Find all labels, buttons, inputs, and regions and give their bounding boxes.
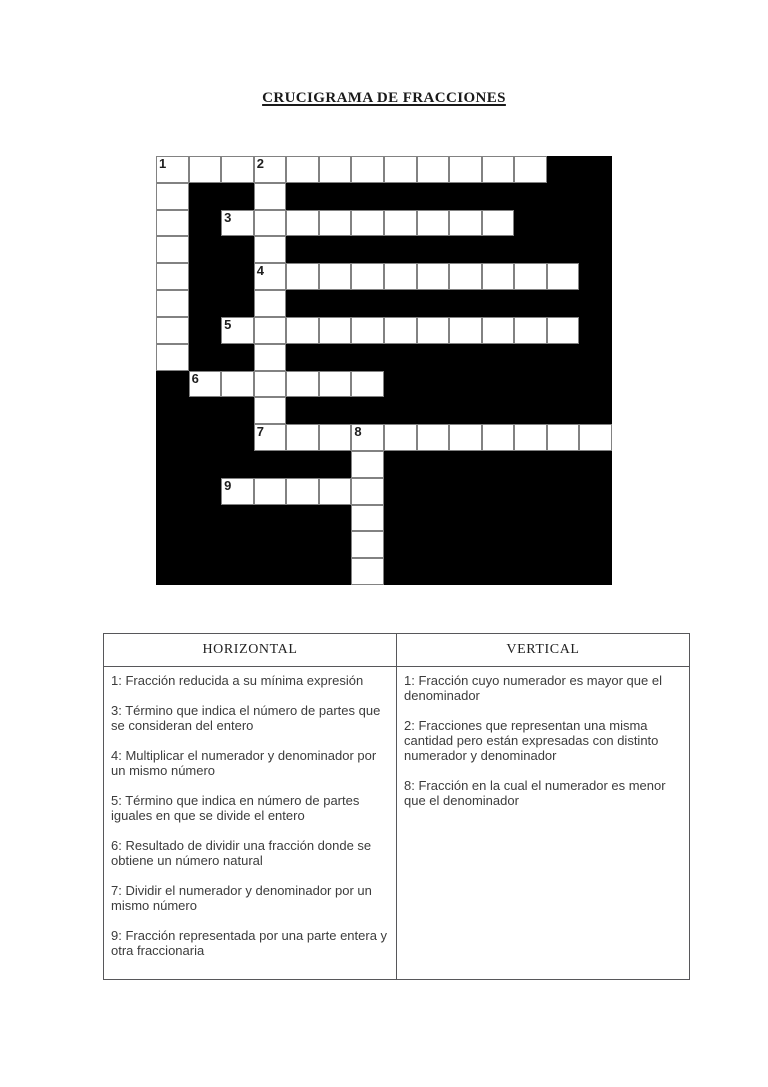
- grid-cell[interactable]: [286, 263, 319, 290]
- grid-cell[interactable]: [449, 424, 482, 451]
- grid-cell[interactable]: [221, 371, 254, 398]
- grid-cell[interactable]: [482, 210, 515, 237]
- grid-cell[interactable]: [156, 317, 189, 344]
- vertical-clues: [397, 667, 690, 980]
- grid-cell[interactable]: [319, 156, 352, 183]
- cell-number: 3: [224, 209, 232, 225]
- grid-cell[interactable]: [319, 424, 352, 451]
- grid-cell[interactable]: [156, 156, 189, 183]
- grid-cell[interactable]: [319, 317, 352, 344]
- grid-cell[interactable]: [254, 156, 287, 183]
- grid-cell[interactable]: [319, 371, 352, 398]
- grid-cell[interactable]: [482, 317, 515, 344]
- grid-cell[interactable]: [254, 263, 287, 290]
- grid-cell[interactable]: [384, 424, 417, 451]
- grid-cell[interactable]: [351, 317, 384, 344]
- clues-table: [103, 633, 690, 980]
- clue-text: 3: Término que indica el número de partes que se consideran del entero: [111, 703, 381, 733]
- grid-cell[interactable]: [254, 210, 287, 237]
- grid-cell[interactable]: [221, 156, 254, 183]
- grid-cell[interactable]: [417, 156, 450, 183]
- grid-cell[interactable]: [514, 156, 547, 183]
- grid-cell[interactable]: [351, 371, 384, 398]
- clue-text: 6: Resultado de dividir una fracción donde se obtiene un número natural: [111, 838, 372, 868]
- cell-number: 2: [256, 156, 264, 171]
- horizontal-clues: [104, 667, 397, 980]
- vertical-header: VERTICAL: [397, 634, 690, 667]
- grid-cell[interactable]: [351, 210, 384, 237]
- grid-cell[interactable]: [351, 424, 384, 451]
- grid-cell[interactable]: [417, 317, 450, 344]
- clue-text: 9: Fracción representada por una parte entera y otra fraccionaria: [111, 928, 388, 958]
- grid-cell[interactable]: [189, 156, 222, 183]
- grid-cell[interactable]: [189, 371, 222, 398]
- grid-cell[interactable]: [319, 478, 352, 505]
- grid-cell[interactable]: [286, 371, 319, 398]
- cell-number: 5: [224, 316, 232, 332]
- grid-cell[interactable]: [156, 210, 189, 237]
- grid-cell[interactable]: [351, 478, 384, 505]
- grid-cell[interactable]: [417, 210, 450, 237]
- clue-text: 1: Fracción cuyo numerador es mayor que el denominador: [404, 673, 662, 703]
- grid-cell[interactable]: [351, 505, 384, 532]
- grid-cell[interactable]: [514, 263, 547, 290]
- clue-text: 8: Fracción en la cual el numerador es menor que el denominador: [404, 778, 666, 808]
- grid-cell[interactable]: [547, 424, 580, 451]
- grid-cell[interactable]: [286, 210, 319, 237]
- clue-text: 4: Multiplicar el numerador y denominador por un mismo número: [111, 748, 377, 778]
- cell-number: 8: [354, 424, 362, 440]
- cell-number: 1: [159, 156, 167, 171]
- grid-cell[interactable]: [384, 317, 417, 344]
- clue-text: 5: Término que indica en número de partes iguales en que se divide el entero: [111, 793, 360, 823]
- grid-cell[interactable]: [417, 424, 450, 451]
- crossword-grid: [156, 156, 612, 585]
- grid-cell[interactable]: [449, 210, 482, 237]
- clue-text: 1: Fracción reducida a su mínima expresión: [111, 673, 364, 688]
- grid-cell[interactable]: [254, 344, 287, 371]
- grid-cell[interactable]: [254, 478, 287, 505]
- grid-cell[interactable]: [286, 424, 319, 451]
- grid-cell[interactable]: [417, 263, 450, 290]
- clue-text: 7: Dividir el numerador y denominador por un mismo número: [111, 883, 372, 913]
- grid-cell[interactable]: [156, 183, 189, 210]
- grid-cell[interactable]: [254, 236, 287, 263]
- grid-cell[interactable]: [351, 451, 384, 478]
- grid-cell[interactable]: [579, 424, 612, 451]
- grid-cell[interactable]: [254, 371, 287, 398]
- cell-number: 6: [191, 370, 199, 386]
- grid-cell[interactable]: [547, 317, 580, 344]
- grid-cell[interactable]: [221, 210, 254, 237]
- grid-cell[interactable]: [351, 156, 384, 183]
- horizontal-header: HORIZONTAL: [104, 634, 397, 667]
- grid-cell[interactable]: [449, 263, 482, 290]
- grid-cell[interactable]: [482, 424, 515, 451]
- grid-cell[interactable]: [384, 263, 417, 290]
- clues-header-row: [104, 634, 690, 667]
- grid-cell[interactable]: [221, 317, 254, 344]
- grid-cell[interactable]: [254, 183, 287, 210]
- grid-cell[interactable]: [254, 424, 287, 451]
- grid-cell[interactable]: [156, 263, 189, 290]
- grid-cell[interactable]: [351, 263, 384, 290]
- grid-cell[interactable]: [351, 558, 384, 585]
- page-title: CRUCIGRAMA DE FRACCIONES: [262, 90, 506, 106]
- grid-cell[interactable]: [351, 531, 384, 558]
- cell-number: 4: [256, 263, 264, 279]
- grid-cell[interactable]: [286, 317, 319, 344]
- grid-cell[interactable]: [319, 210, 352, 237]
- clues-body-row: [104, 667, 690, 980]
- grid-cell[interactable]: [384, 210, 417, 237]
- grid-cell[interactable]: [514, 317, 547, 344]
- grid-cell[interactable]: [449, 156, 482, 183]
- grid-cell[interactable]: [254, 397, 287, 424]
- grid-cell[interactable]: [286, 478, 319, 505]
- grid-cell[interactable]: [286, 156, 319, 183]
- grid-cell[interactable]: [254, 290, 287, 317]
- grid-cell[interactable]: [156, 290, 189, 317]
- grid-cell[interactable]: [221, 478, 254, 505]
- grid-cell[interactable]: [156, 344, 189, 371]
- clue-text: 2: Fracciones que representan una misma cantidad pero están expresadas con distinto numerador y denominador: [404, 718, 659, 763]
- grid-cell[interactable]: [514, 424, 547, 451]
- grid-cell[interactable]: [482, 156, 515, 183]
- grid-cell[interactable]: [449, 317, 482, 344]
- grid-cell[interactable]: [319, 263, 352, 290]
- grid-cell[interactable]: [384, 156, 417, 183]
- cell-number: 9: [224, 477, 232, 493]
- grid-cell[interactable]: [547, 263, 580, 290]
- grid-cell[interactable]: [482, 263, 515, 290]
- cell-number: 7: [256, 424, 264, 440]
- grid-cell[interactable]: [254, 317, 287, 344]
- grid-cell[interactable]: [156, 236, 189, 263]
